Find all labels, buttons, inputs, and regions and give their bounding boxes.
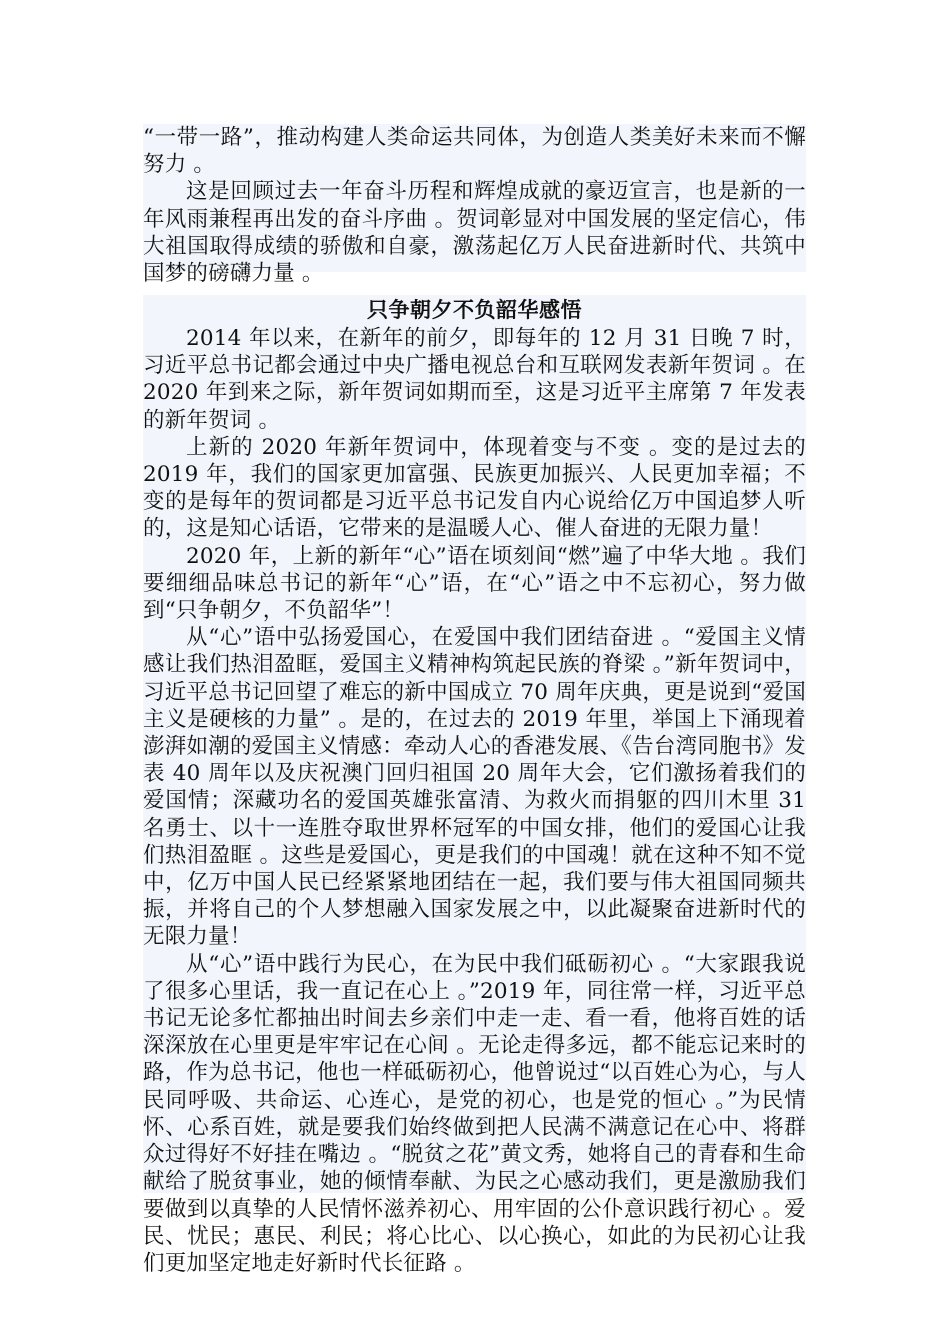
text-block-article [143, 295, 806, 1276]
paragraph: 这是回顾过去一年奋斗历程和辉煌成就的豪迈宣言，也是新的一年风雨兼程再出发的奋斗序曲 。贺词彰显对中国发展的坚定信心，伟大祖国取得成绩的骄傲和自豪，激荡起亿万人民奋进新时代、共筑中国梦的磅礴力量 。 [143, 179, 806, 287]
paragraph: 从“心”语中弘扬爱国心，在爱国中我们团结奋进 。“爱国主义情感让我们热泪盈眶，爱国主义精神构筑起民族的脊梁 。”新年贺词中，习近平总书记回望了难忘的新中国成立 70 周年庆典，更是说到“爱国主义是硬核的力量” 。是的，在过去的 2019 年里，举国上下涌现着澎湃如潮的爱国主义情感：牵动人心的香港发展、《告台湾同胞书》发表 40 周年以及庆祝澳门回归祖国 20 周年大会，它们激扬着我们的爱国情；深藏功名的爱国英雄张富清、为救火而捐躯的四川木里 31 名勇士、以十一连胜夺取世界杯冠军的中国女排，他们的爱国心让我们热泪盈眶 。这些是爱国心，更是我们的中国魂！就在这种不知不觉中，亿万中国人民已经紧紧地团结在一起，我们要与伟大祖国同频共振，并将自己的个人梦想融入国家发展之中，以此凝聚奋进新时代的无限力量！ [143, 625, 806, 950]
paragraph: 2020 年，上新的新年“心”语在顷刻间“燃”遍了中华大地 。我们要细细品味总书记的新年“心”语，在“心”语之中不忘初心，努力做到“只争朝夕，不负韶华”！ [143, 543, 806, 624]
paragraph: 2014 年以来，在新年的前夕，即每年的 12 月 31 日晚 7 时，习近平总书记都会通过中央广播电视总台和互联网发表新年贺词 。在 2020 年到来之际，新年贺词如期而至，这是习近平主席第 7 年发表的新年贺词 。 [143, 326, 806, 433]
paragraph: “一带一路”，推动构建人类命运共同体，为创造人类美好未来而不懈努力 。 [143, 125, 806, 178]
paragraph: 上新的 2020 年新年贺词中，体现着变与不变 。变的是过去的 2019 年，我们的国家更加富强、民族更加振兴、人民更加幸福；不变的是每年的贺词都是习近平总书记发自内心说给亿万中国追梦人听的，这是知心话语，它带来的是温暖人心、催人奋进的无限力量！ [143, 434, 806, 542]
article-title: 只争朝夕不负韶华感悟 [367, 298, 582, 322]
text-block-intro [143, 124, 806, 287]
paragraph: 从“心”语中践行为民心，在为民中我们砥砺初心 。“大家跟我说了很多心里话，我一直记在心上 。”2019 年，同往常一样，习近平总书记无论多忙都抽出时间去乡亲们中走一走、看一看，他将百姓的话深深放在心里更是牢牢记在心间 。无论走得多远，都不能忘记来时的路，作为总书记，他也一样砥砺初心，他曾说过“以百姓心为心，与人民同呼吸、共命运、心连心，是党的初心，也是党的恒心 。”为民情怀、心系百姓，就是要我们始终做到把人民满不满意记在心中、将群众过得好不好挂在嘴边 。“脱贫之花”黄文秀，她将自己的青春和生命献给了脱贫事业，她的倾情奉献、为民之心感动我们，更是激励我们要做到以真挚的人民情怀滋养初心、用牢固的公仆意识践行初心 。爱民、忧民；惠民、利民；将心比心、以心换心，如此的为民初心让我们更加坚定地走好新时代长征路 。 [143, 951, 806, 1276]
